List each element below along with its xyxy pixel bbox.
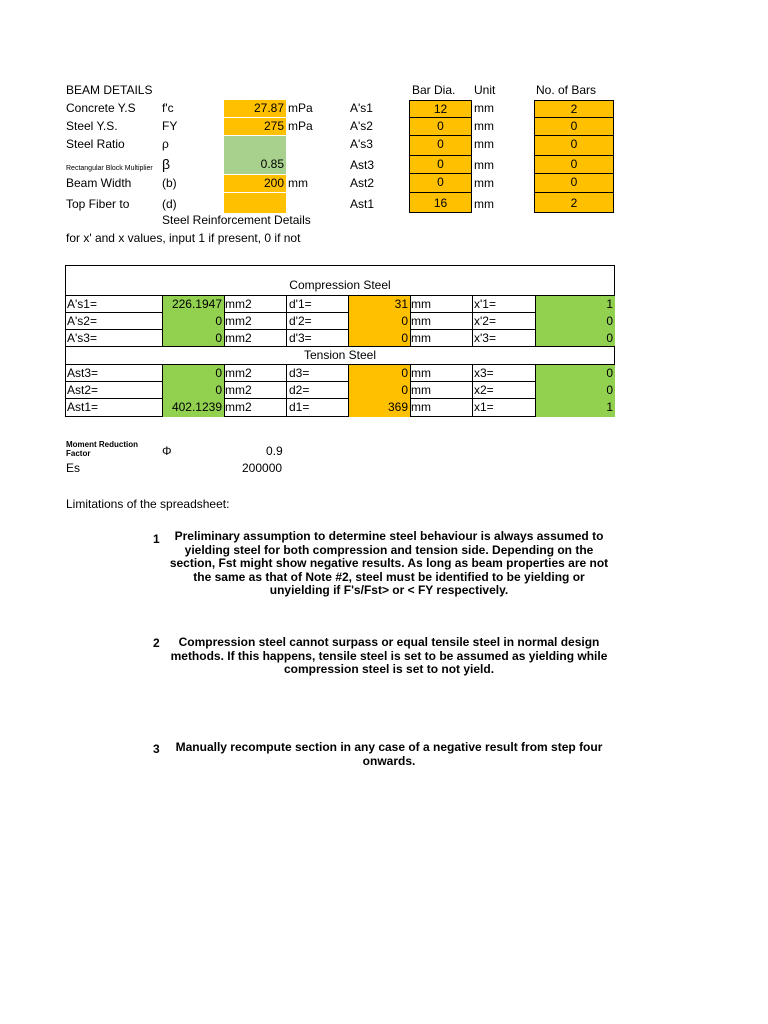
steel-ys-label: Steel Y.S. bbox=[66, 119, 118, 133]
depth-unit: mm bbox=[411, 331, 431, 345]
d-symbol: (d) bbox=[162, 197, 177, 211]
rect-block-multiplier-label: Rectangular Block Multiplier bbox=[66, 165, 153, 172]
area-value: 0 bbox=[215, 366, 222, 380]
concrete-ys-unit: mPa bbox=[288, 101, 313, 115]
beta-value: 0.85 bbox=[224, 156, 286, 174]
area-unit: mm2 bbox=[225, 331, 252, 345]
presence-value[interactable]: 0 bbox=[606, 383, 613, 397]
concrete-ys-value[interactable]: 27.87 bbox=[224, 100, 286, 117]
table-row-label: Ast1= bbox=[67, 400, 99, 414]
bar-dia-input[interactable]: 0 bbox=[409, 155, 472, 174]
table-row-label: Ast3= bbox=[67, 366, 99, 380]
area-unit: mm2 bbox=[225, 366, 252, 380]
bar-name: Ast2 bbox=[350, 176, 375, 190]
bar-dia-input[interactable]: 0 bbox=[409, 117, 472, 136]
top-fiber-value[interactable] bbox=[224, 193, 286, 213]
beam-width-label: Beam Width bbox=[66, 176, 132, 190]
note-number: 2 bbox=[153, 636, 160, 650]
area-value: 0 bbox=[215, 314, 222, 328]
presence-label: x3= bbox=[474, 366, 494, 380]
beam-width-unit: mm bbox=[288, 176, 308, 190]
presence-label: x2= bbox=[474, 383, 494, 397]
area-value: 0 bbox=[215, 383, 222, 397]
depth-label: d3= bbox=[289, 366, 310, 380]
fy-symbol: FY bbox=[162, 119, 178, 133]
fc-symbol: f'c bbox=[162, 101, 174, 115]
bar-dia-input[interactable]: 0 bbox=[409, 173, 472, 193]
depth-unit: mm bbox=[411, 383, 431, 397]
tension-steel-title: Tension Steel bbox=[303, 348, 377, 362]
depth-value[interactable]: 369 bbox=[387, 400, 408, 414]
note-text: Manually recompute section in any case of a negative result from step four onwards. bbox=[175, 740, 603, 768]
presence-value[interactable]: 0 bbox=[606, 314, 613, 328]
b-symbol: (b) bbox=[162, 176, 177, 190]
bar-count-input[interactable]: 0 bbox=[534, 155, 614, 174]
table-row-label: A's2= bbox=[67, 314, 97, 328]
depth-value[interactable]: 31 bbox=[394, 297, 408, 311]
bar-count-input[interactable]: 0 bbox=[534, 173, 614, 193]
no-of-bars-header: No. of Bars bbox=[536, 83, 597, 97]
bar-count-input[interactable]: 0 bbox=[534, 135, 614, 156]
bar-dia-header: Bar Dia. bbox=[412, 83, 456, 97]
bar-unit: mm bbox=[474, 197, 494, 211]
compression-steel-title: Compression Steel bbox=[289, 278, 391, 292]
es-label: Es bbox=[66, 461, 81, 475]
area-unit: mm2 bbox=[225, 383, 252, 397]
area-value: 226.1947 bbox=[171, 297, 222, 311]
table-row-label: A's1= bbox=[67, 297, 97, 311]
bar-unit: mm bbox=[474, 101, 494, 115]
bar-unit: mm bbox=[474, 158, 494, 172]
beam-width-value[interactable]: 200 bbox=[224, 175, 286, 192]
steel-ys-unit: mPa bbox=[288, 119, 313, 133]
concrete-ys-label: Concrete Y.S bbox=[66, 101, 136, 115]
rho-symbol: ρ bbox=[162, 137, 169, 151]
depth-unit: mm bbox=[411, 297, 431, 311]
depth-value[interactable]: 0 bbox=[401, 314, 408, 328]
phi-value: 0.9 bbox=[266, 444, 283, 458]
table-row-label: Ast2= bbox=[67, 383, 99, 397]
area-value: 0 bbox=[215, 331, 222, 345]
steel-ratio-label: Steel Ratio bbox=[66, 137, 125, 151]
presence-value[interactable]: 1 bbox=[606, 297, 613, 311]
presence-value[interactable]: 0 bbox=[606, 331, 613, 345]
bar-count-input[interactable]: 2 bbox=[534, 100, 614, 118]
note-text: Compression steel cannot surpass or equal tensile steel in normal design methods. If this happens, tensile steel is set to be assumed as yielding while compression steel is set to not yield. bbox=[170, 635, 608, 676]
note-number: 3 bbox=[153, 742, 160, 756]
bar-name: Ast1 bbox=[350, 197, 375, 211]
bar-dia-input[interactable]: 0 bbox=[409, 135, 472, 156]
limitations-title: Limitations of the spreadsheet: bbox=[66, 497, 230, 511]
bar-name: Ast3 bbox=[350, 158, 375, 172]
presence-label: x'2= bbox=[474, 314, 496, 328]
depth-label: d1= bbox=[289, 400, 310, 414]
bar-name: A's3 bbox=[350, 137, 373, 151]
table-row-label: A's3= bbox=[67, 331, 97, 345]
bar-dia-input[interactable]: 16 bbox=[409, 192, 472, 213]
depth-label: d'3= bbox=[289, 331, 312, 345]
depth-value[interactable]: 0 bbox=[401, 331, 408, 345]
area-unit: mm2 bbox=[225, 297, 252, 311]
depth-unit: mm bbox=[411, 400, 431, 414]
bar-count-input[interactable]: 2 bbox=[534, 192, 614, 213]
steel-ys-value[interactable]: 275 bbox=[224, 118, 286, 135]
bar-unit: mm bbox=[474, 119, 494, 133]
phi-symbol: Φ bbox=[162, 444, 172, 458]
note-number: 1 bbox=[153, 532, 160, 546]
area-unit: mm2 bbox=[225, 314, 252, 328]
presence-label: x'1= bbox=[474, 297, 496, 311]
presence-label: x'3= bbox=[474, 331, 496, 345]
bar-count-input[interactable]: 0 bbox=[534, 117, 614, 136]
bar-unit: mm bbox=[474, 176, 494, 190]
presence-label: x1= bbox=[474, 400, 494, 414]
depth-value[interactable]: 0 bbox=[401, 366, 408, 380]
es-value: 200000 bbox=[242, 461, 283, 475]
moment-reduction-factor-label: Moment Reduction Factor bbox=[66, 440, 138, 458]
presence-value[interactable]: 0 bbox=[606, 366, 613, 380]
reinforcement-title: Steel Reinforcement Details bbox=[162, 213, 311, 227]
depth-unit: mm bbox=[411, 366, 431, 380]
bar-name: A's1 bbox=[350, 101, 373, 115]
bar-name: A's2 bbox=[350, 119, 373, 133]
unit-header: Unit bbox=[474, 83, 496, 97]
bar-unit: mm bbox=[474, 137, 494, 151]
depth-label: d'1= bbox=[289, 297, 312, 311]
bar-dia-input[interactable]: 12 bbox=[409, 100, 472, 118]
depth-label: d'2= bbox=[289, 314, 312, 328]
top-fiber-label: Top Fiber to bbox=[66, 197, 130, 211]
reinforcement-note: for x' and x values, input 1 if present, 0 if not bbox=[66, 231, 301, 245]
area-unit: mm2 bbox=[225, 400, 252, 414]
area-value: 402.1239 bbox=[171, 400, 222, 414]
note-text: Preliminary assumption to determine steel behaviour is always assumed to yielding steel for both compression and tension side. Depending on the section, Fst might show negative results. As long as beam properties are not the same as that of Note #2, steel must be identified to be yielding or unyielding if F's/Fst> or < FY respectively. bbox=[169, 529, 609, 597]
presence-value[interactable]: 1 bbox=[606, 400, 613, 414]
depth-value[interactable]: 0 bbox=[401, 383, 408, 397]
steel-ratio-value bbox=[224, 136, 286, 156]
beam-details-heading: BEAM DETAILS bbox=[66, 83, 153, 97]
beta-symbol: β bbox=[162, 156, 171, 172]
depth-unit: mm bbox=[411, 314, 431, 328]
depth-label: d2= bbox=[289, 383, 310, 397]
